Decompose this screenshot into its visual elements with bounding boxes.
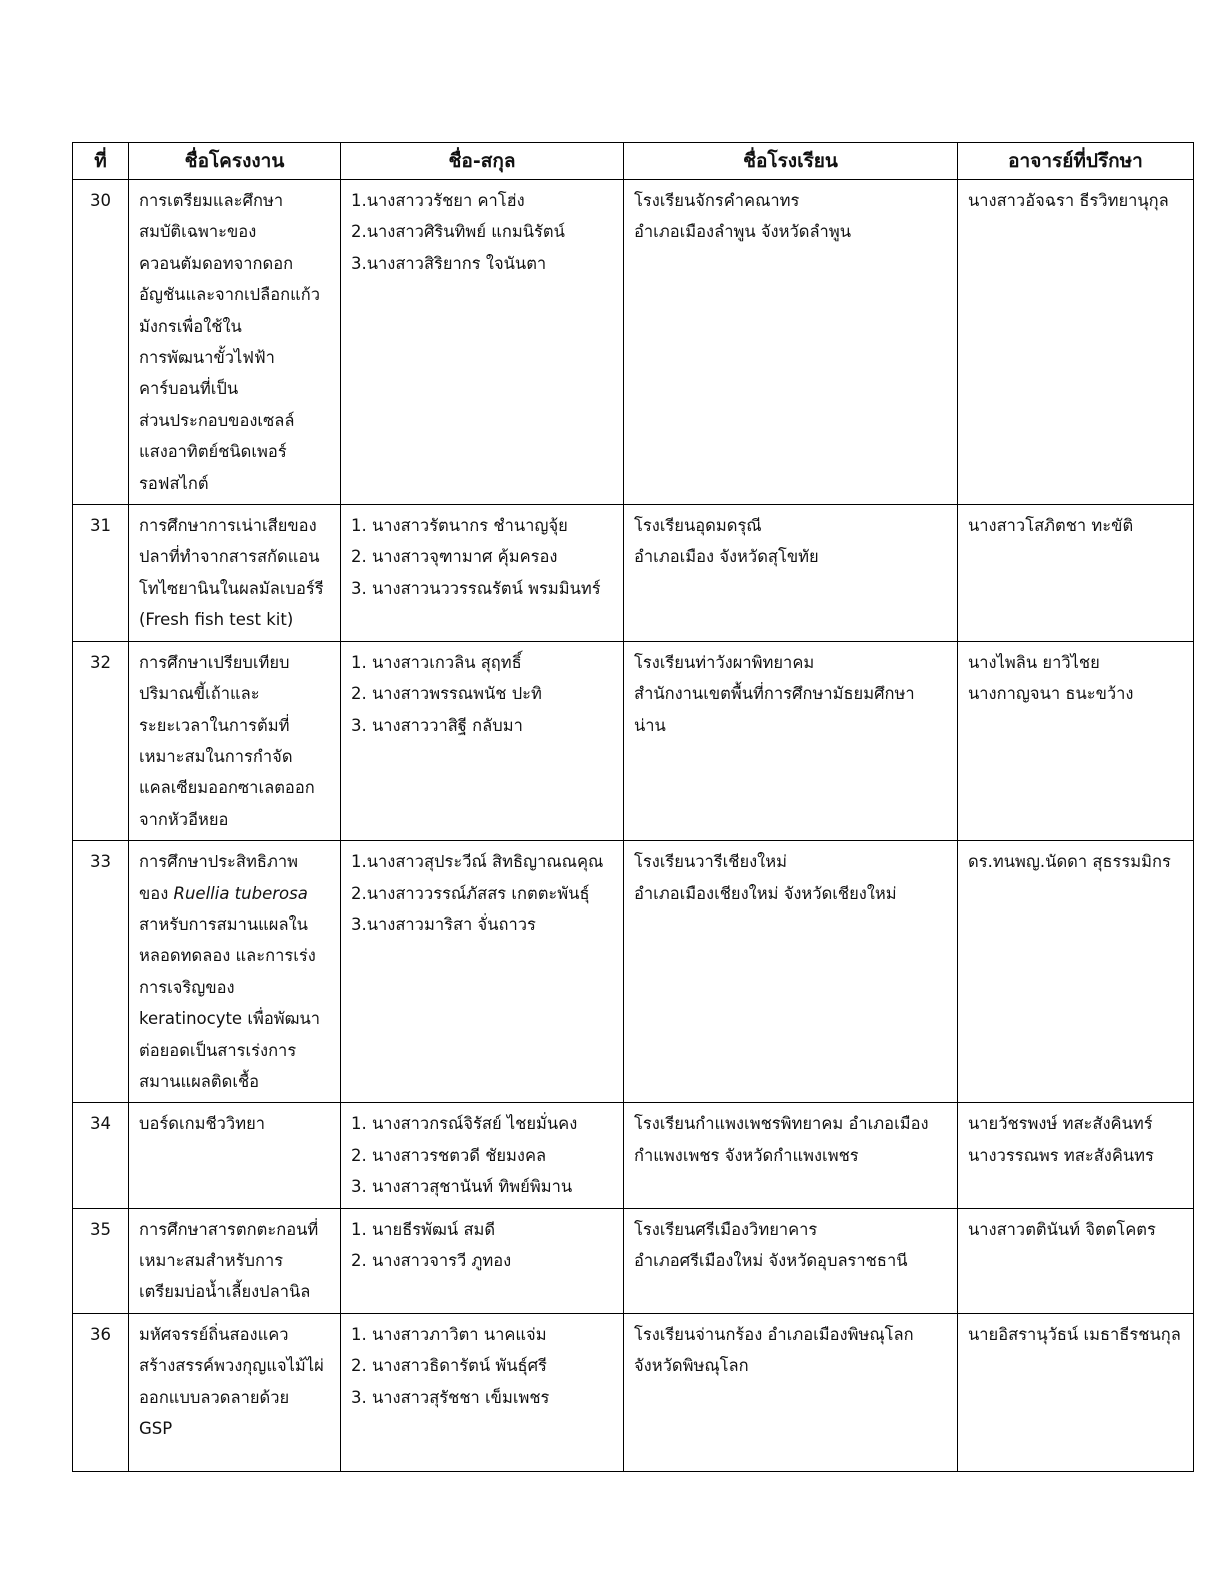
project-title-line: การเตรียมและศึกษา [139, 191, 284, 210]
school-cell [624, 1313, 958, 1471]
project-title-line: คาร์บอนที่เป็น [139, 379, 239, 399]
project-title-line: (Fresh fish test kit) [139, 610, 294, 630]
student-name: 1. นายธีรพัฒน์ สมดี [351, 1219, 496, 1239]
student-names-cell [341, 641, 624, 840]
project-title-line: มหัศจรรย์ถิ่นสองแคว [139, 1324, 289, 1344]
advisor-name: นางสาวโสภิตชา ทะขัติ [968, 516, 1134, 536]
student-name: 1. นางสาวภาวิตา นาคแจ่ม [351, 1324, 547, 1344]
student-name: 3. นางสาววาสิฐี กลับมา [351, 715, 523, 735]
advisor-name: นางสาวตตินันท์ จิตตโคตร [968, 1219, 1156, 1239]
school-line: โรงเรียนจ่านกร้อง อำเภอเมืองพิษณุโลก [634, 1324, 914, 1344]
school-line: อำเภอเมืองเชียงใหม่ จังหวัดเชียงใหม่ [634, 883, 897, 903]
project-title-line: ออกแบบลวดลายด้วย [139, 1387, 290, 1407]
project-title-line: ปลาที่ทำจากสารสกัดแอน [139, 547, 320, 567]
advisor-name: นางวรรณพร ทสะสังคินทร [968, 1145, 1154, 1165]
student-name: 3. นางสาวนววรรณรัตน์ พรมมินทร์ [351, 578, 601, 598]
student-names-cell [341, 180, 624, 505]
student-names-cell [341, 1313, 624, 1471]
header-school-name: ชื่อโรงเรียน [624, 143, 958, 180]
scientific-name: Ruellia tuberosa [173, 883, 308, 903]
project-title-line: มังกรเพื่อใช้ใน [139, 316, 242, 336]
student-name: 1. นางสาวกรณ์จิรัสย์ ไชยมั่นคง [351, 1114, 578, 1134]
student-names-cell [341, 1103, 624, 1208]
project-title-line: เตรียมบ่อน้ำเลี้ยงปลานิล [139, 1282, 311, 1302]
header-number: ที่ [73, 143, 129, 180]
student-names-cell [341, 1208, 624, 1313]
advisor-cell [958, 505, 1194, 642]
project-title-cell [129, 641, 341, 840]
row-number: 36 [73, 1313, 129, 1471]
school-cell [624, 1208, 958, 1313]
project-title-line: อัญชันและจากเปลือกแก้ว [139, 285, 320, 305]
school-line: กำแพงเพชร จังหวัดกำแพงเพชร [634, 1145, 859, 1165]
student-name: 1. นางสาวรัตนากร ชำนาญจุ้ย [351, 516, 568, 536]
table-row [73, 1208, 1194, 1313]
advisor-cell [958, 180, 1194, 505]
project-title-line: ควอนตัมดอทจากดอก [139, 253, 294, 273]
header-student-names: ชื่อ-สกุล [341, 143, 624, 180]
school-line: อำเภอเมือง จังหวัดสุโขทัย [634, 547, 819, 567]
project-title-line: โทไซยานินในผลมัลเบอร์รี [139, 578, 324, 598]
school-line: น่าน [634, 715, 666, 735]
student-name: 2. นางสาวรชตวดี ชัยมงคล [351, 1145, 547, 1165]
student-name: 1. นางสาวเกวลิน สุฤทธิ์ [351, 652, 522, 672]
project-title-line: การศึกษาเปรียบเทียบ [139, 652, 290, 672]
project-title-line: ต่อยอดเป็นสารเร่งการ [139, 1040, 297, 1060]
project-title-line: สมานแผลติดเชื้อ [139, 1071, 260, 1091]
project-title-cell [129, 841, 341, 1103]
advisor-name: ดร.ทนพญ.นัดดา สุธรรมมิกร [968, 852, 1171, 872]
header-project-name: ชื่อโครงงาน [129, 143, 341, 180]
project-title-line: GSP [139, 1419, 173, 1439]
table-row [73, 841, 1194, 1103]
project-title-line: ของ Ruellia tuberosa [139, 883, 308, 903]
student-names-cell [341, 841, 624, 1103]
row-number: 35 [73, 1208, 129, 1313]
school-line: อำเภอเมืองลำพูน จังหวัดลำพูน [634, 222, 851, 242]
school-line: โรงเรียนท่าวังผาพิทยาคม [634, 652, 815, 672]
table-row [73, 505, 1194, 642]
school-line: โรงเรียนวารีเชียงใหม่ [634, 852, 787, 872]
student-name: 3.นางสาวสิริยากร ใจนันตา [351, 253, 547, 273]
school-cell [624, 505, 958, 642]
project-title-line: ปริมาณขี้เถ้าและ [139, 684, 260, 704]
project-title-line: เหมาะสมสำหรับการ [139, 1251, 284, 1270]
project-title-line: ระยะเวลาในการต้มที่ [139, 715, 290, 735]
project-title-line: การเจริญของ [139, 977, 235, 997]
school-line: จังหวัดพิษณุโลก [634, 1356, 749, 1376]
advisor-cell [958, 641, 1194, 840]
project-title-line: แคลเซียมออกซาเลตออก [139, 778, 315, 798]
school-cell [624, 641, 958, 840]
school-line: โรงเรียนอุดมดรุณี [634, 516, 762, 536]
advisor-name: นางกาญจนา ธนะขว้าง [968, 684, 1134, 704]
row-number: 30 [73, 180, 129, 505]
school-line: โรงเรียนศรีเมืองวิทยาคาร [634, 1219, 818, 1239]
student-name: 2. นางสาวพรรณพนัช ปะทิ [351, 684, 542, 704]
student-name: 3.นางสาวมาริสา จั่นถาวร [351, 914, 536, 934]
advisor-cell [958, 1313, 1194, 1471]
advisor-cell [958, 1208, 1194, 1313]
project-title-cell [129, 505, 341, 642]
project-title-line: สมบัติเฉพาะของ [139, 222, 257, 242]
project-title-cell [129, 1313, 341, 1471]
school-line: โรงเรียนจักรคำคณาทร [634, 191, 800, 210]
row-number: 32 [73, 641, 129, 840]
project-title-line: keratinocyte เพื่อพัฒนา [139, 1009, 321, 1029]
project-title-cell [129, 1208, 341, 1313]
project-title-cell [129, 180, 341, 505]
school-cell [624, 1103, 958, 1208]
project-title-line: แสงอาทิตย์ชนิดเพอร์ [139, 442, 287, 462]
project-title-line: การศึกษาประสิทธิภาพ [139, 852, 298, 872]
table-row [73, 1313, 1194, 1471]
project-title-line: บอร์ดเกมชีววิทยา [139, 1114, 266, 1134]
advisor-name: นางไพลิน ยาวิไชย [968, 652, 1100, 672]
student-names-cell [341, 505, 624, 642]
project-title-line: การศึกษาสารตกตะกอนที่ [139, 1219, 319, 1239]
project-title-line: รอฟสไกต์ [139, 473, 209, 493]
student-name: 3. นางสาวสุรัชชา เข็มเพชร [351, 1387, 550, 1407]
table-header-row [73, 143, 1194, 180]
project-title-line: สาหรับการสมานแผลใน [139, 914, 308, 934]
table-row [73, 641, 1194, 840]
row-number: 33 [73, 841, 129, 1103]
advisor-cell [958, 1103, 1194, 1208]
table-body [73, 180, 1194, 1472]
project-title-line: จากหัวอีหยอ [139, 809, 229, 829]
table-row [73, 180, 1194, 505]
project-title-line: การศึกษาการเน่าเสียของ [139, 516, 317, 536]
table-row [73, 1103, 1194, 1208]
advisor-cell [958, 841, 1194, 1103]
student-name: 2. นางสาวจุฑามาศ คุ้มครอง [351, 547, 558, 567]
school-cell [624, 841, 958, 1103]
project-table [72, 142, 1194, 1472]
project-title-cell [129, 1103, 341, 1208]
advisor-name: นางสาวอัจฉรา ธีรวิทยานุกุล [968, 191, 1169, 210]
project-title-line: ส่วนประกอบของเซลล์ [139, 410, 295, 430]
row-number: 34 [73, 1103, 129, 1208]
student-name: 2.นางสาววรรณ์ภัสสร เกตตะพันธุ์ [351, 883, 590, 903]
school-line: โรงเรียนกำแพงเพชรพิทยาคม อำเภอเมือง [634, 1114, 929, 1134]
advisor-name: นายวัชรพงษ์ ทสะสังคินทร์ [968, 1114, 1153, 1134]
school-line: อำเภอศรีเมืองใหม่ จังหวัดอุบลราชธานี [634, 1251, 908, 1270]
school-cell [624, 180, 958, 505]
header-advisor: อาจารย์ที่ปรึกษา [958, 143, 1194, 180]
row-number: 31 [73, 505, 129, 642]
project-title-line: สร้างสรรค์พวงกุญแจไม้ไผ่ [139, 1356, 324, 1376]
project-title-line: เหมาะสมในการกำจัด [139, 746, 293, 766]
advisor-name: นายอิสรานุวัธน์ เมธาธีรชนกุล [968, 1324, 1181, 1344]
student-name: 3. นางสาวสุชานันท์ ทิพย์พิมาน [351, 1177, 573, 1197]
student-name: 2.นางสาวศิรินทิพย์ แกมนิรัตน์ [351, 222, 565, 242]
project-title-line: การพัฒนาขั้วไฟฟ้า [139, 348, 275, 368]
school-line: สำนักงานเขตพื้นที่การศึกษามัธยมศึกษา [634, 684, 915, 704]
project-title-line: หลอดทดลอง และการเร่ง [139, 946, 316, 966]
student-name: 1.นางสาววรัชยา คาโฮ่ง [351, 191, 525, 210]
student-name: 2. นางสาวธิดารัตน์ พันธุ์ศรี [351, 1356, 547, 1376]
student-name: 2. นางสาวจารวี ภูทอง [351, 1251, 512, 1270]
student-name: 1.นางสาวสุประวีณ์ สิทธิญาณณคุณ [351, 852, 604, 872]
